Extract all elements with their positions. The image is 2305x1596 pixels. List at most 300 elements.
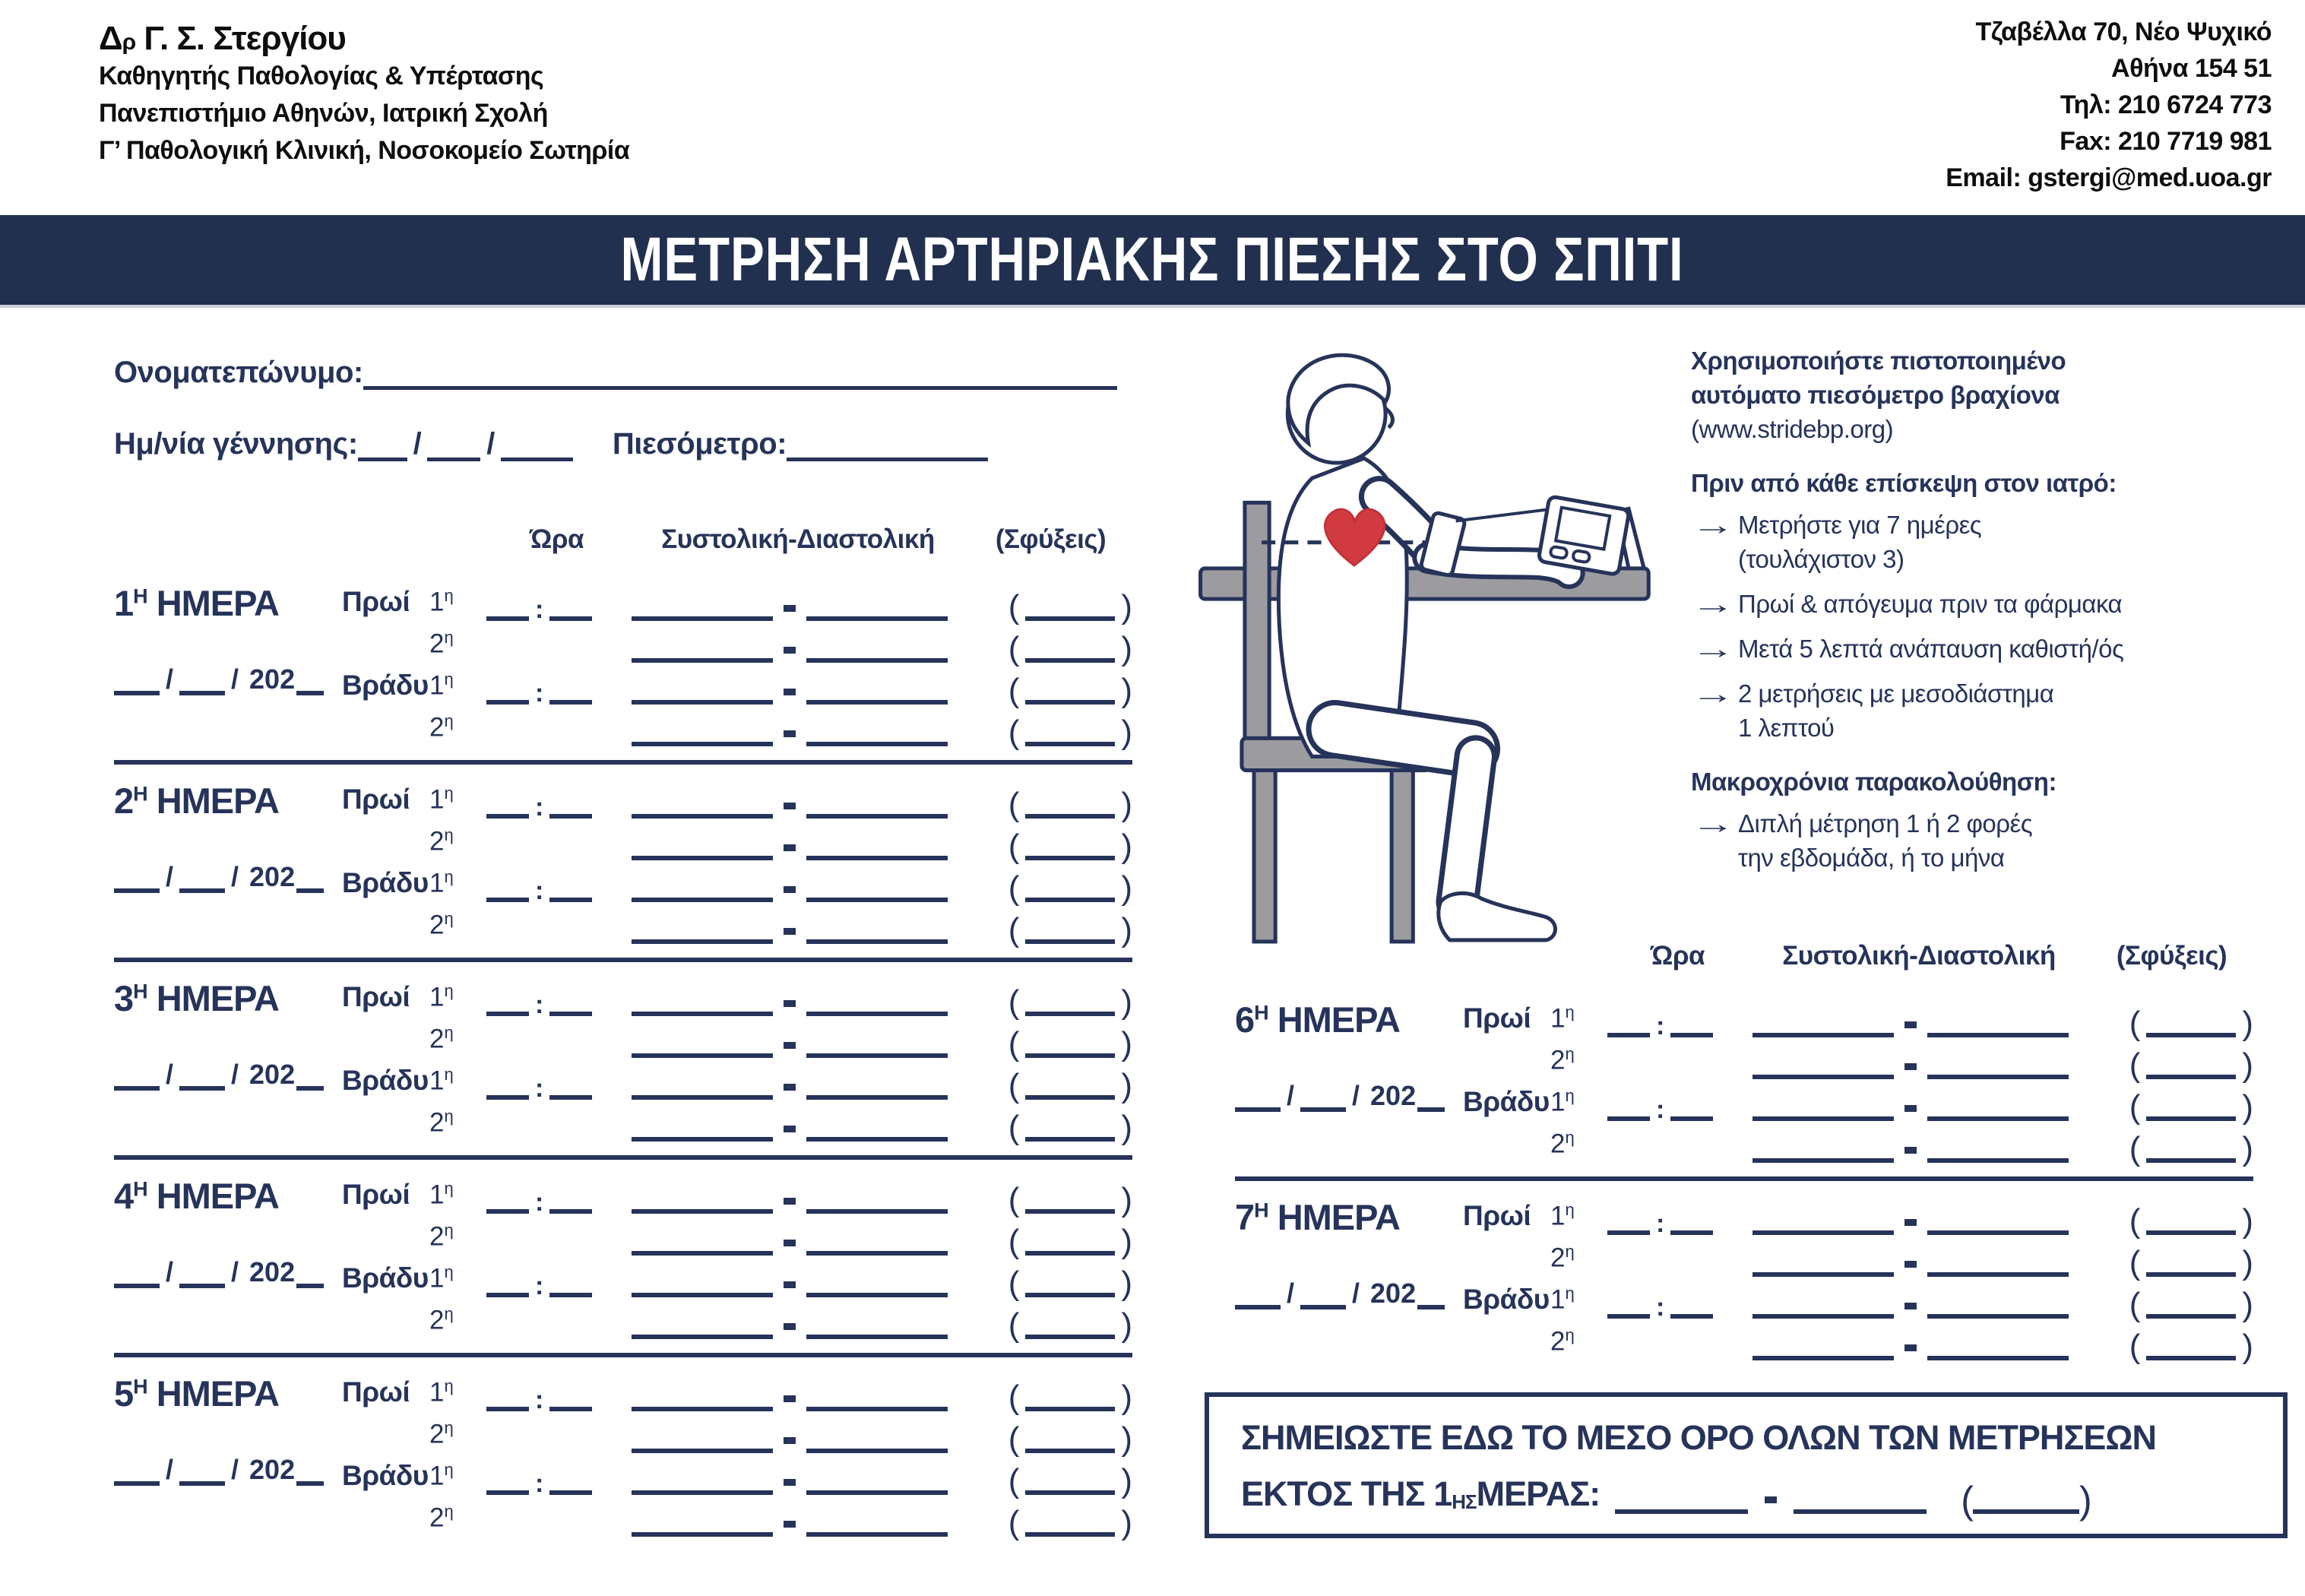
fullname-field[interactable]	[363, 359, 1117, 390]
dash-separator	[1904, 1344, 1917, 1351]
average-pulse-field[interactable]	[1973, 1482, 2079, 1514]
diastolic-field[interactable]	[806, 676, 948, 705]
measurement-row-evening-2: $2^\eta$ ( )	[1550, 1325, 2253, 1365]
measurement-row-morning-1: Πρωί $1^\eta$ : ( )	[342, 586, 1132, 625]
day-rows	[1463, 996, 2253, 1167]
pulse-column-header: (Σφύξεις)	[995, 524, 1107, 554]
measurement-row-morning-2: $2^\eta$ ( )	[429, 1418, 1132, 1458]
pulse-field[interactable]	[1025, 1072, 1115, 1100]
diastolic-field[interactable]	[806, 1268, 948, 1297]
dash-separator	[784, 689, 796, 695]
person-shoe	[1439, 893, 1556, 940]
diastolic-field[interactable]	[806, 1382, 948, 1411]
dash-separator	[784, 886, 796, 893]
measurement-row-morning-2: $2^\eta$ ( )	[429, 1023, 1132, 1062]
time-field[interactable]: :	[486, 989, 627, 1016]
dash-separator	[784, 1395, 796, 1402]
systolic-field[interactable]	[632, 717, 773, 746]
day-date-field[interactable]: / / 202	[114, 663, 342, 695]
measurement-number: $1^\eta$	[429, 784, 454, 815]
diastolic-field[interactable]	[1927, 1050, 2069, 1079]
measurement-number: $2^\eta$	[1550, 1128, 1575, 1159]
dash-separator	[784, 928, 796, 935]
pulse-field[interactable]	[2146, 1333, 2236, 1360]
measurement-row-morning-2: $2^\eta$ ( )	[1550, 1242, 2253, 1281]
diastolic-field[interactable]	[806, 1113, 948, 1142]
bp-tube	[1456, 508, 1554, 521]
instruction-item: → 2 μετρήσεις με μεσοδιάστημα 1 λεπτού	[1691, 676, 2299, 745]
long-term-heading: Μακροχρόνια παρακολούθηση:	[1691, 768, 2056, 796]
dash-separator	[784, 730, 796, 737]
chair-front-leg	[1392, 771, 1413, 942]
systolic-field[interactable]	[632, 1424, 773, 1453]
birthdate-row	[114, 427, 1117, 461]
contact-info	[1946, 14, 2272, 196]
diastolic-field[interactable]	[1927, 1206, 2069, 1235]
doctor-university: Πανεπιστήμιο Αθηνών, Ιατρική Σχολή	[99, 99, 548, 128]
day-title: $3^H$ ΗΜΕΡΑ	[114, 978, 279, 1018]
systolic-field[interactable]	[1752, 1050, 1894, 1079]
day-head	[114, 777, 342, 944]
diastolic-field[interactable]	[806, 1508, 948, 1537]
day-title: $6^H$ ΗΜΕΡΑ	[1235, 999, 1400, 1040]
day-rows	[342, 974, 1132, 1146]
days-1-5-container	[114, 567, 1132, 1550]
measurement-row-evening-2: $2^\eta$ ( )	[1550, 1128, 2253, 1167]
measurement-number: $1^\eta$	[1550, 1284, 1575, 1315]
day-head	[1235, 996, 1463, 1163]
day-date-field[interactable]: / / 202	[114, 861, 342, 893]
measurement-row-evening-2: $2^\eta$ ( )	[429, 1304, 1132, 1344]
measurement-row-evening-1: Βράδυ $1^\eta$ : ( )	[342, 670, 1132, 709]
measurement-number: $1^\eta$	[1550, 1002, 1575, 1034]
diastolic-field[interactable]	[1927, 1248, 2069, 1277]
measurement-number: $2^\eta$	[429, 909, 454, 940]
time-field[interactable]: :	[486, 1072, 627, 1100]
day-title: $5^H$ ΗΜΕΡΑ	[114, 1373, 279, 1414]
birth-year-field[interactable]	[501, 430, 573, 461]
diastolic-field[interactable]	[806, 873, 948, 902]
pulse-field[interactable]	[1025, 1186, 1115, 1214]
page-title: ΜΕΤΡΗΣΗ ΑΡΤΗΡΙΑΚΗΣ ΠΙΕΣΗΣ ΣΤΟ ΣΠΙΤΙ	[621, 225, 1684, 294]
instruction-item: → Πρωί & απόγευμα πριν τα φάρμακα	[1691, 588, 2123, 619]
before-visit-section	[1691, 466, 2299, 745]
systolic-field[interactable]	[632, 873, 773, 902]
certified-line-1: Χρησιμοποιήστε πιστοποιημένο	[1691, 347, 2066, 375]
systolic-field[interactable]	[1752, 1290, 1894, 1319]
day-rows	[342, 1370, 1132, 1541]
diastolic-field[interactable]	[806, 831, 948, 860]
pulse-field[interactable]	[1025, 1031, 1115, 1058]
measurement-number: $1^\eta$	[429, 867, 454, 898]
time-field[interactable]: :	[486, 791, 627, 819]
session-label: Βράδυ	[1463, 1086, 1550, 1117]
day-date-field[interactable]: / / 202	[114, 1256, 342, 1288]
arrow-icon: →	[1691, 588, 1734, 619]
pulse-field[interactable]	[1025, 677, 1115, 705]
diastolic-field[interactable]	[806, 1466, 948, 1495]
sysdia-column-header: Συστολική-Διαστολική	[1782, 941, 2056, 971]
systolic-field[interactable]	[632, 790, 773, 819]
fullname-row	[114, 356, 1117, 390]
date-slash: /	[486, 427, 495, 461]
time-field[interactable]: :	[486, 875, 627, 902]
session-label: Βράδυ	[342, 867, 429, 898]
pulse-field[interactable]	[1025, 989, 1115, 1016]
dash-separator	[1904, 1261, 1917, 1268]
arrow-icon: →	[1691, 808, 1734, 839]
measurement-number: $1^\eta$	[429, 981, 454, 1012]
systolic-field[interactable]	[632, 1071, 773, 1100]
certified-device-note	[1691, 344, 2299, 446]
day-block	[114, 1160, 1132, 1357]
measurement-number: $2^\eta$	[1550, 1242, 1575, 1273]
dash-separator	[784, 1198, 796, 1205]
bp-monitor	[1538, 496, 1629, 575]
arrow-icon: →	[1691, 509, 1734, 540]
pulse-field[interactable]	[1025, 1509, 1115, 1537]
measurement-number: $1^\eta$	[1550, 1200, 1575, 1231]
dash-separator	[1904, 1147, 1917, 1154]
average-systolic-field[interactable]	[1615, 1482, 1748, 1514]
dash-separator	[784, 844, 796, 851]
measurement-row-morning-1: Πρωί $1^\eta$ : ( )	[342, 784, 1132, 823]
dash-separator	[1904, 1219, 1917, 1226]
pulse-field[interactable]	[2146, 1135, 2236, 1163]
day-head	[114, 1172, 342, 1339]
instruction-item: → Μετά 5 λεπτά ανάπαυση καθιστή/ός	[1691, 633, 2124, 664]
dash-separator	[784, 1323, 796, 1330]
measurement-row-morning-1: Πρωί $1^\eta$ : ( )	[342, 981, 1132, 1021]
session-label: Πρωί	[1463, 1002, 1531, 1034]
measurement-row-morning-1: Πρωί $1^\eta$ : ( )	[342, 1179, 1132, 1218]
time-field[interactable]: :	[1607, 1010, 1748, 1037]
systolic-field[interactable]	[1752, 1206, 1894, 1235]
time-column-header: Ώρα	[530, 524, 584, 554]
measurement-row-evening-2: $2^\eta$ ( )	[429, 1502, 1132, 1541]
pulse-field[interactable]	[1025, 833, 1115, 860]
measurement-row-evening-2: $2^\eta$ ( )	[429, 909, 1132, 948]
measurement-number: $1^\eta$	[429, 1179, 454, 1210]
diastolic-field[interactable]	[806, 1310, 948, 1339]
instruction-item: → Διπλή μέτρηση 1 ή 2 φορές την εβδομάδα, ή το μήνα	[1691, 806, 2299, 875]
chair-rear-leg	[1254, 771, 1275, 942]
time-field[interactable]: :	[486, 1384, 627, 1411]
day-head	[1235, 1193, 1463, 1360]
arrow-icon: →	[1691, 678, 1734, 709]
average-box	[1205, 1392, 2288, 1538]
time-field[interactable]: :	[1607, 1208, 1748, 1235]
time-column-header: Ώρα	[1651, 941, 1705, 971]
day-head	[114, 974, 342, 1142]
pulse-field[interactable]	[2146, 1052, 2236, 1079]
person-bp-illustration	[1197, 334, 1672, 946]
pulse-field[interactable]	[2146, 1208, 2236, 1235]
day-date-field[interactable]: / / 202	[1235, 1080, 1463, 1112]
pulse-field[interactable]	[1025, 1228, 1115, 1256]
measurement-number: $1^\eta$	[429, 1460, 454, 1491]
diastolic-field[interactable]	[806, 717, 948, 746]
doctor-title: Καθηγητής Παθολογίας & Υπέρτασης	[99, 62, 544, 90]
time-field[interactable]: :	[1607, 1291, 1748, 1319]
diastolic-field[interactable]	[806, 790, 948, 819]
pulse-field[interactable]	[1025, 1468, 1115, 1495]
measurement-row-evening-1: Βράδυ $1^\eta$ : ( )	[342, 1460, 1132, 1499]
systolic-field[interactable]	[632, 1382, 773, 1411]
day-block	[114, 1357, 1132, 1550]
dash-separator	[784, 605, 796, 612]
systolic-field[interactable]	[632, 592, 773, 621]
dash-separator	[784, 803, 796, 809]
dash-separator	[1904, 1063, 1917, 1070]
measurement-row-evening-1: Βράδυ $1^\eta$ : ( )	[1463, 1086, 2253, 1126]
pulse-field[interactable]	[2146, 1010, 2236, 1037]
measurement-number: $2^\eta$	[429, 1023, 454, 1054]
measurement-table-left	[114, 524, 1132, 1550]
dash-separator	[784, 1479, 796, 1486]
birth-day-field[interactable]	[358, 430, 407, 461]
systolic-field[interactable]	[632, 1268, 773, 1297]
diastolic-field[interactable]	[806, 915, 948, 944]
dash-separator	[784, 1437, 796, 1444]
pulse-field[interactable]	[2146, 1249, 2236, 1277]
diastolic-field[interactable]	[806, 1227, 948, 1256]
dash-separator	[1765, 1496, 1777, 1503]
pulse-field[interactable]	[1025, 791, 1115, 819]
diastolic-field[interactable]	[806, 634, 948, 663]
fullname-label: Ονοματεπώνυμο:	[114, 356, 363, 389]
day-date-field[interactable]: / / 202	[114, 1059, 342, 1091]
measurement-row-evening-1: Βράδυ $1^\eta$ : ( )	[342, 867, 1132, 907]
session-label: Βράδυ	[342, 1262, 429, 1294]
measurement-number: $1^\eta$	[429, 670, 454, 701]
measurement-row-morning-2: $2^\eta$ ( )	[429, 825, 1132, 865]
session-label: Βράδυ	[342, 1460, 429, 1491]
session-label: Πρωί	[342, 1179, 410, 1210]
pulse-field[interactable]	[1025, 635, 1115, 663]
diastolic-field[interactable]	[806, 1071, 948, 1100]
sysdia-column-header: Συστολική-Διαστολική	[661, 524, 935, 554]
seated-measurement-drawing	[1197, 334, 1672, 946]
pulse-field[interactable]	[1025, 1114, 1115, 1142]
bp-monitor-screen	[1556, 508, 1610, 549]
measurement-row-evening-1: Βράδυ $1^\eta$ : ( )	[342, 1262, 1132, 1302]
bp-monitor-button	[1550, 546, 1567, 559]
measurement-row-morning-1: Πρωί $1^\eta$ : ( )	[1463, 1002, 2253, 1042]
diastolic-field[interactable]	[1927, 1290, 2069, 1319]
systolic-field[interactable]	[1752, 1009, 1894, 1037]
session-label: Πρωί	[342, 981, 410, 1012]
systolic-field[interactable]	[632, 987, 773, 1016]
dash-separator	[1904, 1021, 1917, 1028]
measurement-row-morning-2: $2^\eta$ ( )	[429, 628, 1132, 667]
day-date-field[interactable]: / / 202	[114, 1454, 342, 1486]
long-term-section	[1691, 765, 2299, 875]
dash-separator	[784, 1126, 796, 1132]
diastolic-field[interactable]	[806, 1029, 948, 1058]
pulse-field[interactable]	[1025, 1426, 1115, 1453]
time-field[interactable]: :	[486, 677, 627, 705]
systolic-field[interactable]	[632, 831, 773, 860]
session-label: Πρωί	[342, 586, 410, 617]
table-header-row	[114, 524, 1132, 562]
measurement-number: $2^\eta$	[1550, 1044, 1575, 1075]
diastolic-field[interactable]	[1927, 1134, 2069, 1163]
diastolic-field[interactable]	[806, 592, 948, 621]
systolic-field[interactable]	[632, 1227, 773, 1256]
dash-separator	[784, 1281, 796, 1288]
diastolic-field[interactable]	[1927, 1092, 2069, 1121]
pulse-field[interactable]	[1025, 1312, 1115, 1339]
dash-separator	[784, 1000, 796, 1007]
average-line-2: ΕΚΤΟΣ ΤΗΣ 1 $_{H\Sigma}$ ΜΕΡΑΣ: ( )	[1241, 1474, 2091, 1522]
instructions-panel	[1691, 344, 2299, 895]
measurement-table-right	[1235, 941, 2253, 1374]
doctor-info	[99, 20, 629, 169]
pulse-field[interactable]	[1025, 875, 1115, 902]
day-block	[114, 765, 1132, 962]
systolic-field[interactable]	[1752, 1134, 1894, 1163]
day-block	[1235, 1181, 2253, 1374]
day-block	[1235, 983, 2253, 1181]
table-header-row	[1235, 941, 2253, 979]
pulse-field[interactable]	[2146, 1094, 2236, 1121]
systolic-field[interactable]	[632, 915, 773, 944]
time-field[interactable]: :	[1607, 1094, 1748, 1121]
systolic-field[interactable]	[632, 634, 773, 663]
measurement-number: $1^\eta$	[429, 1065, 454, 1096]
day-head	[114, 579, 342, 746]
measurement-row-morning-1: Πρωί $1^\eta$ : ( )	[342, 1376, 1132, 1416]
diastolic-field[interactable]	[806, 1185, 948, 1214]
date-slash: /	[413, 427, 422, 461]
systolic-field[interactable]	[632, 1029, 773, 1058]
measurement-row-evening-2: $2^\eta$ ( )	[429, 711, 1132, 751]
systolic-field[interactable]	[632, 1185, 773, 1214]
doctor-name: Δρ Γ. Σ. Στεργίου	[99, 20, 346, 57]
session-label: Πρωί	[1463, 1200, 1531, 1231]
stridebp-url: (www.stridebp.org)	[1691, 415, 1894, 443]
day-block	[114, 567, 1132, 765]
measurement-row-evening-1: Βράδυ $1^\eta$ : ( )	[1463, 1284, 2253, 1323]
arrow-icon: →	[1691, 633, 1734, 664]
session-label: Πρωί	[342, 784, 410, 815]
pulse-field[interactable]	[1025, 719, 1115, 746]
day-date-field[interactable]: / / 202	[1235, 1278, 1463, 1309]
day-block	[114, 962, 1132, 1160]
time-field[interactable]: :	[486, 594, 627, 621]
pulse-field[interactable]	[2146, 1291, 2236, 1319]
measurement-number: $1^\eta$	[429, 1376, 454, 1408]
systolic-field[interactable]	[1752, 1332, 1894, 1360]
diastolic-field[interactable]	[1927, 1332, 2069, 1360]
days-6-7-container	[1235, 983, 2253, 1374]
session-label: Βράδυ	[1463, 1284, 1550, 1315]
systolic-field[interactable]	[632, 1466, 773, 1495]
measurement-number: $1^\eta$	[429, 1262, 454, 1294]
systolic-field[interactable]	[632, 1113, 773, 1142]
diastolic-field[interactable]	[1927, 1009, 2069, 1037]
contact-phone: Τηλ: 210 6724 773	[2060, 90, 2272, 119]
certified-line-2: αυτόματο πιεσόμετρο βραχίονα	[1691, 381, 2060, 409]
pulse-field[interactable]	[1025, 1270, 1115, 1297]
systolic-field[interactable]	[632, 676, 773, 705]
contact-address-1: Τζαβέλλα 70, Νέο Ψυχικό	[1975, 17, 2272, 46]
day-rows	[342, 1172, 1132, 1344]
dash-separator	[1904, 1303, 1917, 1309]
diastolic-field[interactable]	[806, 987, 948, 1016]
average-diastolic-field[interactable]	[1794, 1482, 1927, 1514]
birth-month-field[interactable]	[427, 430, 480, 461]
pulse-column-header: (Σφύξεις)	[2116, 941, 2227, 971]
day-title: $2^H$ ΗΜΕΡΑ	[114, 781, 279, 821]
person-thigh	[1335, 729, 1471, 749]
systolic-field[interactable]	[1752, 1248, 1894, 1277]
measurement-number: $1^\eta$	[429, 586, 454, 617]
dash-separator	[1904, 1105, 1917, 1112]
measurement-number: $2^\eta$	[429, 628, 454, 659]
dash-separator	[784, 647, 796, 654]
measurement-number: $1^\eta$	[1550, 1086, 1575, 1117]
measurement-number: $2^\eta$	[429, 1502, 454, 1533]
time-field[interactable]: :	[486, 1270, 627, 1297]
day-rows	[342, 777, 1132, 948]
diastolic-field[interactable]	[806, 1424, 948, 1453]
day-title: $1^H$ ΗΜΕΡΑ	[114, 583, 279, 623]
doctor-clinic: Γ’ Παθολογική Κλινική, Νοσοκομείο Σωτηρία	[99, 136, 630, 165]
day-rows	[342, 579, 1132, 751]
measurement-number: $2^\eta$	[429, 1418, 454, 1449]
systolic-field[interactable]	[1752, 1092, 1894, 1121]
pulse-field[interactable]	[1025, 917, 1115, 944]
measurement-number: $2^\eta$	[429, 1304, 454, 1335]
dash-separator	[784, 1521, 796, 1528]
measurement-number: $2^\eta$	[1550, 1325, 1575, 1357]
measurement-row-evening-1: Βράδυ $1^\eta$ : ( )	[342, 1065, 1132, 1104]
session-label: Βράδυ	[342, 670, 429, 701]
device-label: Πιεσόμετρο:	[612, 427, 787, 461]
measurement-number: $2^\eta$	[429, 711, 454, 743]
pulse-field[interactable]	[1025, 1384, 1115, 1411]
measurement-number: $2^\eta$	[429, 1107, 454, 1138]
measurement-number: $2^\eta$	[429, 1221, 454, 1252]
before-visit-heading: Πριν από κάθε επίσκεψη στον ιατρό:	[1691, 469, 2117, 497]
pulse-field[interactable]	[1025, 594, 1115, 621]
day-title: $4^H$ ΗΜΕΡΑ	[114, 1176, 279, 1216]
systolic-field[interactable]	[632, 1310, 773, 1339]
time-field[interactable]: :	[486, 1468, 627, 1495]
day-rows	[1463, 1193, 2253, 1365]
person-shin	[1458, 756, 1476, 901]
instruction-item: → Μετρήστε για 7 ημέρες (τουλάχιστον 3)	[1691, 508, 2299, 576]
title-banner	[0, 215, 2305, 308]
time-field[interactable]: :	[486, 1186, 627, 1214]
measurement-row-evening-2: $2^\eta$ ( )	[429, 1107, 1132, 1146]
measurement-row-morning-2: $2^\eta$ ( )	[429, 1221, 1132, 1260]
day-title: $7^H$ ΗΜΕΡΑ	[1235, 1197, 1400, 1237]
day-head	[114, 1370, 342, 1537]
systolic-field[interactable]	[632, 1508, 773, 1537]
contact-email: Email: gstergi@med.uoa.gr	[1946, 163, 2272, 192]
measurement-row-morning-2: $2^\eta$ ( )	[1550, 1044, 2253, 1084]
average-line-1: ΣΗΜΕΙΩΣΤΕ ΕΔΩ ΤΟ ΜΕΣΟ ΟΡΟ ΟΛΩΝ ΤΩΝ ΜΕΤΡΗΣΕΩΝ	[1241, 1418, 2156, 1457]
birthdate-label: Ημ/νία γέννησης:	[114, 427, 358, 461]
bp-monitor-button	[1572, 550, 1590, 563]
dash-separator	[784, 1240, 796, 1246]
measurement-number: $2^\eta$	[429, 825, 454, 857]
device-field[interactable]	[787, 430, 988, 461]
dash-separator	[784, 1084, 796, 1091]
